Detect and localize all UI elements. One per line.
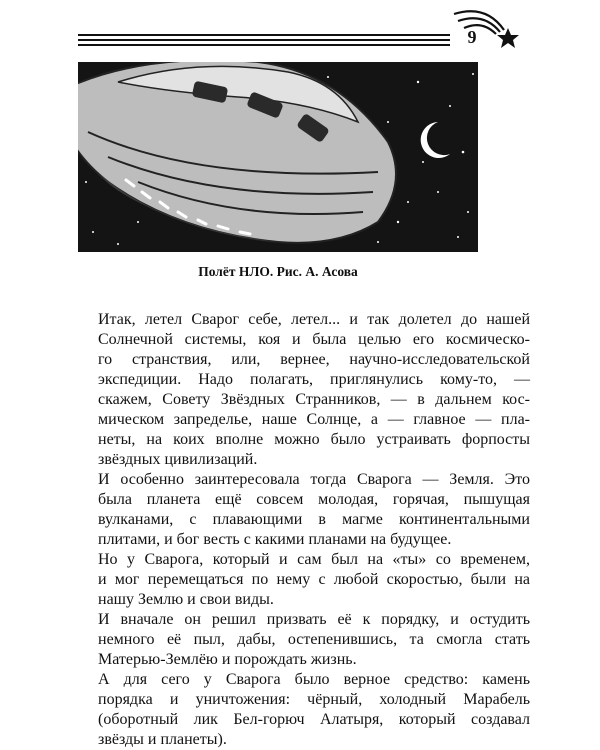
paragraph: [78, 670, 530, 750]
ufo-illustration: [78, 62, 478, 252]
page-number: 9: [467, 27, 477, 47]
text-line: порядка и уничтожения: чёрный, холодный Марабель: [98, 691, 530, 708]
text-line: И вначале он решил призвать её к порядку, и остудить: [98, 611, 530, 628]
text-line: скажем, Совету Звёздных Странников, — в дальнем кос-: [98, 391, 530, 408]
page-header: [0, 0, 600, 60]
text-line: И особенно заинтересовала тогда Сварога — Земля. Это: [98, 471, 530, 488]
text-line: была планета ещё совсем молодая, горячая, пышущая: [98, 491, 530, 508]
text-line: Матерью-Землёю и порождать жизнь.: [98, 651, 357, 668]
text-line: Но у Сварога, который и сам был на «ты» со временем,: [98, 551, 530, 568]
text-line: плитами, и бог весть с какими планами на будущее.: [98, 531, 452, 548]
paragraph: [78, 470, 530, 550]
figure-caption: Полёт НЛО. Рис. А. Асова: [198, 264, 358, 279]
text-line: мическом запределье, наше Солнце, а — главное — пла-: [98, 411, 530, 428]
text-line: звёзды и планеты).: [98, 731, 227, 748]
text-line: (оборотный лик Бел-горюч Алатыря, который создавал: [98, 711, 530, 728]
header-rules: [78, 34, 450, 46]
ufo-craft: [78, 62, 396, 243]
text-line: вулканами, с плавающими в магме континентальными: [98, 511, 530, 528]
text-line: немного её пыл, дабы, остепенившись, та смогла стать: [98, 631, 530, 648]
text-line: го странствия, или, вернее, научно-исследовательской: [98, 351, 530, 368]
paragraph: [78, 610, 530, 670]
text-line: Солнечной системы, коя и была целью его космическо-: [98, 331, 530, 348]
text-line: А для сего у Сварога было верное средство: камень: [98, 671, 530, 688]
shooting-star-icon: [440, 0, 550, 56]
paragraph: [78, 310, 530, 470]
text-line: нашу Землю и свои виды.: [98, 591, 274, 608]
text-line: Итак, летел Сварог себе, летел... и так долетел до нашей: [98, 311, 530, 328]
text-line: неты, на коих вполне можно было устраивать форпосты: [98, 431, 530, 448]
crescent-moon-icon: [421, 122, 450, 158]
text-line: экспедиции. Надо полагать, приглянулись кому-то, —: [98, 371, 530, 388]
text-line: звёздных цивилизаций.: [98, 451, 258, 468]
body-text: [78, 310, 530, 750]
paragraph: [78, 550, 530, 610]
text-line: и мог перемещаться по нему с любой скоростью, были на: [98, 571, 530, 588]
